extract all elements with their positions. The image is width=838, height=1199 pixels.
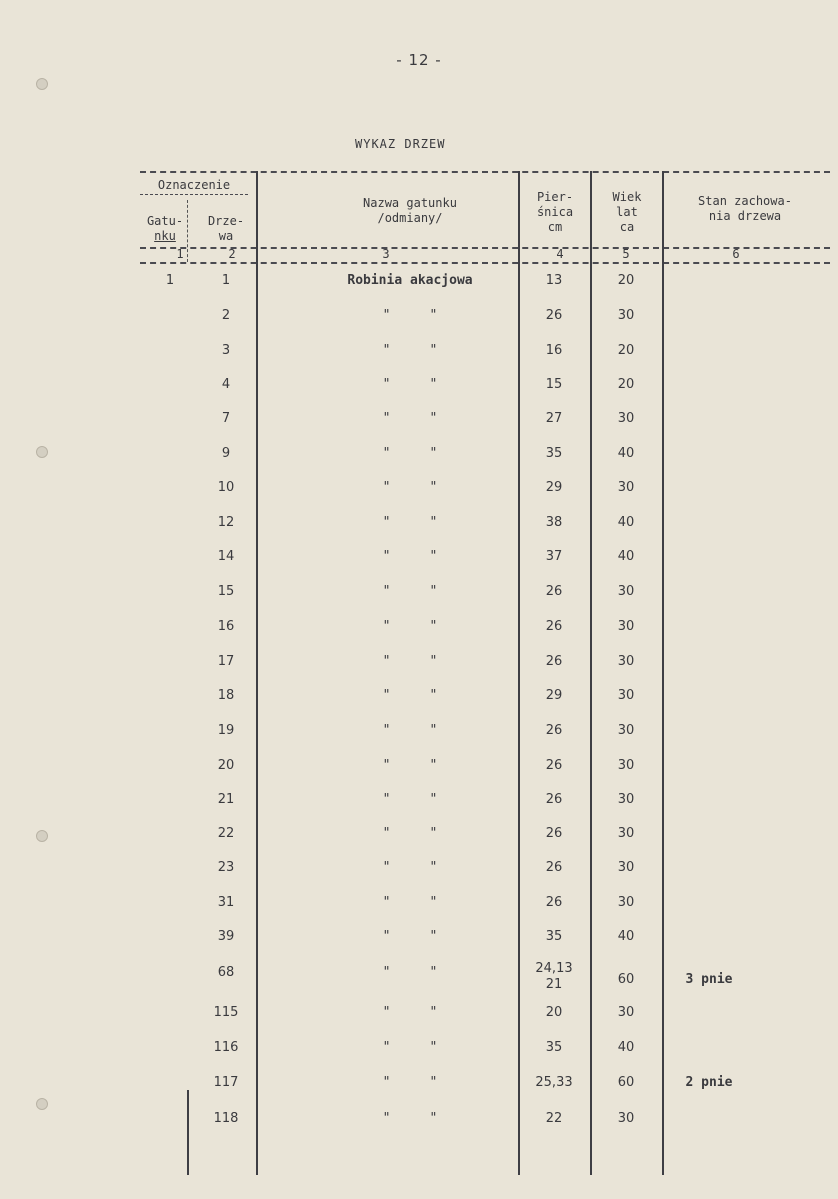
header-wiek-line2: lat — [616, 205, 638, 219]
cell-piersnica: 35 — [545, 1040, 563, 1055]
cell-drzewo: 18 — [217, 688, 235, 703]
column-number: 1 — [176, 247, 184, 261]
header-drzewa-line1: Drze- — [207, 214, 245, 228]
column-number: 3 — [382, 247, 390, 261]
column-number: 5 — [622, 247, 630, 261]
cell-piersnica: 15 — [545, 377, 563, 392]
cell-piersnica: 26 — [545, 654, 563, 669]
cell-nazwa: " " — [382, 446, 438, 461]
cell-drzewo: 31 — [217, 895, 235, 910]
header-wiek-line1: Wiek — [612, 190, 642, 204]
cell-piersnica: 26 — [545, 826, 563, 841]
punch-hole-mark — [36, 78, 48, 90]
cell-drzewo: 20 — [217, 758, 235, 773]
header-piersnica — [520, 190, 590, 235]
cell-drzewo: 68 — [217, 965, 235, 980]
header-gatunku — [140, 214, 190, 244]
cell-nazwa: " " — [382, 860, 438, 875]
cell-wiek: 30 — [617, 1111, 635, 1126]
cell-piersnica: 27 — [545, 411, 563, 426]
cell-piersnica: 13 — [545, 273, 563, 288]
cell-nazwa: " " — [382, 792, 438, 807]
cell-drzewo: 15 — [217, 584, 235, 599]
cell-piersnica: 22 — [545, 1111, 563, 1126]
cell-nazwa: " " — [382, 480, 438, 495]
cell-piersnica: 29 — [545, 480, 563, 495]
cell-nazwa: " " — [382, 1111, 438, 1126]
cell-piersnica: 29 — [545, 688, 563, 703]
cell-wiek: 30 — [617, 1005, 635, 1020]
cell-drzewo: 1 — [221, 273, 231, 288]
column-number: 4 — [556, 247, 564, 261]
cell-wiek: 40 — [617, 515, 635, 530]
cell-drzewo: 116 — [213, 1040, 239, 1055]
cell-nazwa: " " — [382, 1075, 438, 1090]
cell-wiek: 30 — [617, 758, 635, 773]
cell-nazwa: " " — [382, 549, 438, 564]
cell-wiek: 30 — [617, 826, 635, 841]
header-stan-line2: nia drzewa — [708, 209, 782, 223]
header-stan-line1: Stan zachowa- — [698, 194, 792, 208]
cell-piersnica: 26 — [545, 860, 563, 875]
cell-wiek: 30 — [617, 480, 635, 495]
cell-wiek: 20 — [617, 273, 635, 288]
cell-drzewo: 16 — [217, 619, 235, 634]
cell-drzewo: 7 — [221, 411, 231, 426]
cell-wiek: 40 — [617, 929, 635, 944]
cell-drzewo: 117 — [213, 1075, 239, 1090]
cell-wiek: 60 — [617, 972, 635, 987]
header-nazwa — [300, 196, 520, 226]
cell-drzewo: 3 — [221, 343, 231, 358]
cell-wiek: 30 — [617, 584, 635, 599]
cell-wiek: 40 — [617, 446, 635, 461]
cell-nazwa: " " — [382, 584, 438, 599]
column-number-rule — [140, 262, 830, 264]
header-gatunku-line1: Gatu- — [146, 214, 184, 228]
header-nazwa-line1: Nazwa gatunku — [363, 196, 457, 210]
cell-piersnica: 26 — [545, 758, 563, 773]
header-stan — [670, 194, 820, 224]
cell-drzewo: 23 — [217, 860, 235, 875]
cell-stan: 3 pnie — [685, 972, 733, 987]
cell-nazwa: " " — [382, 895, 438, 910]
header-drzewa — [196, 214, 256, 244]
cell-wiek: 60 — [617, 1075, 635, 1090]
cell-nazwa: " " — [382, 723, 438, 738]
cell-piersnica: 26 — [545, 619, 563, 634]
header-wiek — [592, 190, 662, 235]
cell-wiek: 20 — [617, 343, 635, 358]
cell-drzewo: 118 — [213, 1111, 239, 1126]
cell-stan: 2 pnie — [685, 1075, 733, 1090]
header-gatunku-line2: nku — [154, 229, 176, 243]
cell-nazwa: " " — [382, 965, 438, 980]
cell-piersnica: 26 — [545, 792, 563, 807]
cell-nazwa: " " — [382, 343, 438, 358]
cell-wiek: 30 — [617, 654, 635, 669]
cell-piersnica: 38 — [545, 515, 563, 530]
header-drzewa-line2: wa — [218, 229, 234, 243]
header-nazwa-line2: /odmiany/ — [377, 211, 443, 225]
cell-piersnica: 26 — [545, 584, 563, 599]
cell-piersnica: 20 — [545, 1005, 563, 1020]
cell-nazwa: " " — [382, 308, 438, 323]
cell-nazwa: Robinia akacjowa — [347, 273, 473, 288]
page-title: WYKAZ DRZEW — [355, 137, 446, 151]
cell-drzewo: 21 — [217, 792, 235, 807]
cell-wiek: 30 — [617, 723, 635, 738]
cell-piersnica: 35 — [545, 446, 563, 461]
cell-drzewo: 17 — [217, 654, 235, 669]
cell-drzewo: 12 — [217, 515, 235, 530]
cell-nazwa: " " — [382, 1040, 438, 1055]
column-number: 2 — [228, 247, 236, 261]
cell-nazwa: " " — [382, 688, 438, 703]
cell-nazwa: " " — [382, 654, 438, 669]
cell-wiek: 40 — [617, 1040, 635, 1055]
cell-piersnica: 26 — [545, 308, 563, 323]
header-piersnica-line3: cm — [547, 220, 563, 234]
oznaczenie-underline — [140, 194, 248, 195]
column-divider-5 — [662, 171, 664, 1175]
column-divider-2 — [256, 171, 258, 1175]
cell-nazwa: " " — [382, 619, 438, 634]
header-top-rule — [140, 171, 830, 173]
cell-wiek: 30 — [617, 792, 635, 807]
cell-piersnica: 37 — [545, 549, 563, 564]
header-piersnica-line1: Pier- — [536, 190, 574, 204]
cell-nazwa: " " — [382, 1005, 438, 1020]
cell-wiek: 30 — [617, 411, 635, 426]
header-oznaczenie: Oznaczenie — [157, 178, 231, 192]
header-wiek-line3: ca — [619, 220, 635, 234]
cell-drzewo: 2 — [221, 308, 231, 323]
cell-wiek: 30 — [617, 860, 635, 875]
cell-nazwa: " " — [382, 515, 438, 530]
cell-piersnica: 26 — [545, 723, 563, 738]
punch-hole-mark — [36, 446, 48, 458]
cell-piersnica: 26 — [545, 895, 563, 910]
cell-wiek: 30 — [617, 895, 635, 910]
cell-drzewo: 22 — [217, 826, 235, 841]
column-number: 6 — [732, 247, 740, 261]
cell-nazwa: " " — [382, 411, 438, 426]
cell-drzewo: 115 — [213, 1005, 239, 1020]
cell-drzewo: 9 — [221, 446, 231, 461]
cell-drzewo: 4 — [221, 377, 231, 392]
header-piersnica-line2: śnica — [536, 205, 574, 219]
cell-nazwa: " " — [382, 377, 438, 392]
cell-wiek: 20 — [617, 377, 635, 392]
cell-wiek: 30 — [617, 688, 635, 703]
cell-piersnica: 24,13 21 — [535, 961, 573, 992]
cell-wiek: 30 — [617, 308, 635, 323]
cell-drzewo: 14 — [217, 549, 235, 564]
cell-drzewo: 39 — [217, 929, 235, 944]
cell-wiek: 40 — [617, 549, 635, 564]
cell-nazwa: " " — [382, 826, 438, 841]
cell-nazwa: " " — [382, 929, 438, 944]
cell-drzewo: 10 — [217, 480, 235, 495]
page-number: - 12 - — [396, 51, 442, 69]
cell-nazwa: " " — [382, 758, 438, 773]
cell-piersnica: 16 — [545, 343, 563, 358]
cell-piersnica: 35 — [545, 929, 563, 944]
cell-gatunek: 1 — [165, 273, 175, 288]
punch-hole-mark — [36, 1098, 48, 1110]
punch-hole-mark — [36, 830, 48, 842]
cell-wiek: 30 — [617, 619, 635, 634]
column-divider-1 — [187, 1090, 189, 1175]
cell-drzewo: 19 — [217, 723, 235, 738]
cell-piersnica: 25,33 — [535, 1075, 573, 1090]
